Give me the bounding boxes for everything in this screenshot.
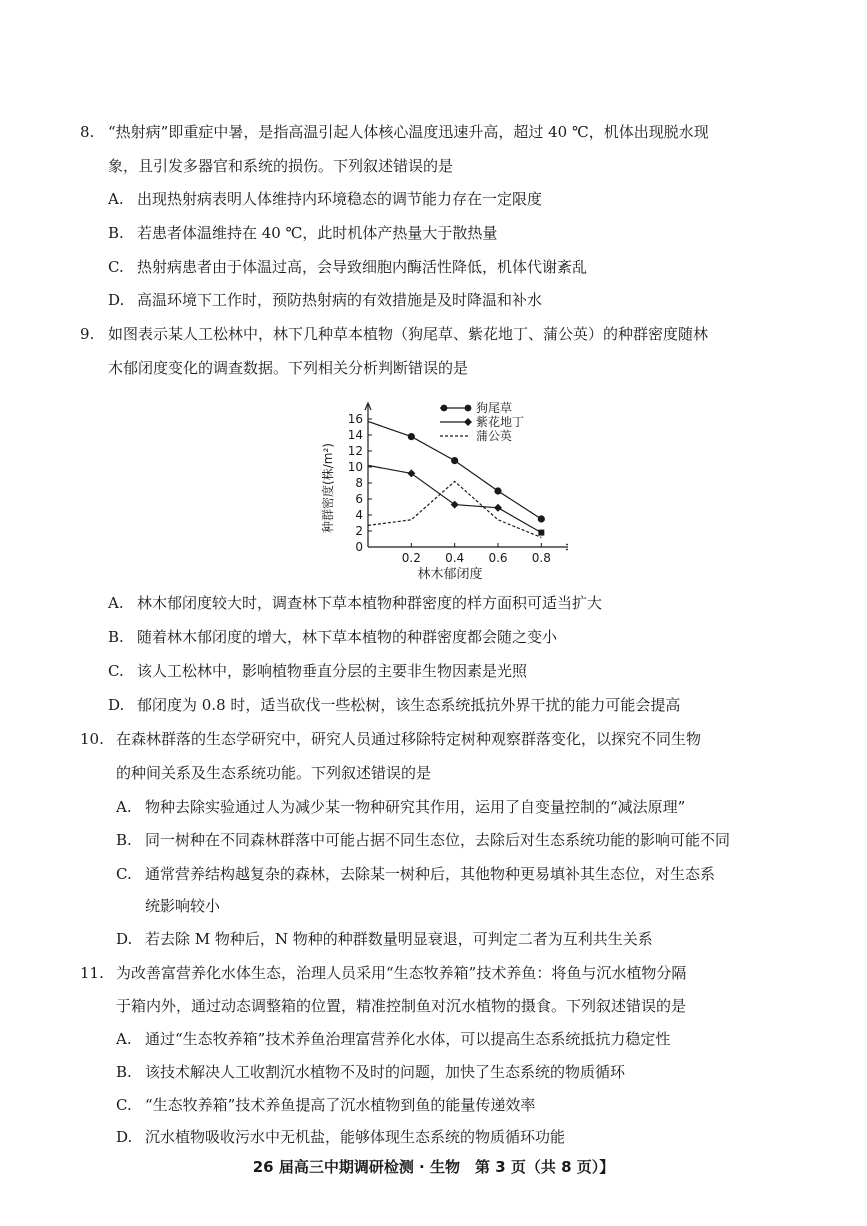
x-tick-label: 0.6 [488,551,508,565]
series-line-蒲公英 [368,481,541,537]
data-point-紫花地丁 [494,504,502,512]
q11-option-a-label: A. [116,1030,132,1048]
question-8-stem: “热射病”即重症中暑，是指高温引起人体核心温度迅速升高，超过 40 ℃，机体出现脱水现 [108,123,709,141]
q8-option-d-label: D. [108,291,125,309]
q8-option-d: 高温环境下工作时，预防热射病的有效措施是及时降温和补水 [137,291,543,309]
y-tick-label: 4 [355,508,363,522]
x-tick-label: 0.4 [445,551,465,565]
chart-series [368,421,545,537]
question-9-stem: 如图表示某人工松林中，林下几种草本植物（狗尾草、紫花地丁、蒲公英）的种群密度随林 [108,325,709,343]
question-8-number: 8. [80,123,95,141]
x-tick-label: 0.8 [531,551,551,565]
q9-option-d-label: D. [108,696,125,714]
chart-legend [440,400,524,443]
y-tick-label: 6 [355,492,363,506]
q10-option-a-label: A. [116,798,132,816]
q11-option-a: 通过“生态牧养箱”技术养鱼治理富营养化水体，可以提高生态系统抵抗力稳定性 [145,1030,671,1048]
data-point-紫花地丁 [407,469,415,477]
q10-option-c-label: C. [116,865,132,883]
data-point-狗尾草 [408,433,415,440]
x-tick-label: 0.2 [401,551,421,565]
q10-option-d-label: D. [116,930,133,948]
y-tick-label: 10 [347,460,363,474]
q11-option-d: 沉水植物吸收污水中无机盐，能够体现生态系统的物质循环功能 [145,1128,566,1146]
legend-label: 蒲公英 [476,429,513,443]
question-10-number: 10. [80,730,104,748]
q10-option-c: 通常营养结构越复杂的森林，去除某一树种后，其他物种更易填补其生态位，对生态系 [145,865,716,883]
q8-option-b-label: B. [108,224,124,242]
q9-option-a-label: A. [108,594,124,612]
q8-option-a: 出现热射病表明人体维持内环境稳态的调节能力存在一定限度 [137,190,543,208]
legend-marker [441,405,448,412]
data-point-狗尾草 [494,487,501,494]
q8-option-a-label: A. [108,190,124,208]
q9-option-c: 该人工松林中，影响植物垂直分层的主要非生物因素是光照 [137,662,528,680]
legend-label: 紫花地丁 [476,415,525,429]
x-axis-label: 林木郁闭度 [417,567,483,582]
q11-option-d-label: D. [116,1128,133,1146]
data-point-狗尾草 [451,457,458,464]
q8-option-b: 若患者体温维持在 40 ℃，此时机体产热量大于散热量 [137,224,498,242]
population-density-chart [318,392,568,582]
question-9-stem-cont: 木郁闭度变化的调查数据。下列相关分析判断错误的是 [108,359,469,377]
q9-option-c-label: C. [108,662,124,680]
q9-option-a: 林木郁闭度较大时，调查林下草本植物种群密度的样方面积可适当扩大 [137,594,603,612]
y-tick-label: 2 [355,524,363,538]
q8-option-c-label: C. [108,258,124,276]
legend-label: 狗尾草 [476,401,513,415]
q10-option-b-label: B. [116,831,132,849]
chart-ticks [348,412,551,565]
q11-option-c-label: C. [116,1096,132,1114]
q10-option-c-cont: 统影响较小 [145,897,221,915]
q10-option-a: 物种去除实验通过人为减少某一物种研究其作用，运用了自变量控制的“减法原理” [145,798,686,816]
page-footer: 26 届高三中期调研检测 · 生物 第 3 页（共 8 页）】 [252,1158,615,1176]
q11-option-b-label: B. [116,1063,132,1081]
y-axis-label: 种群密度(株/m²) [321,443,335,533]
question-11-number: 11. [80,964,104,982]
y-tick-label: 14 [347,428,363,442]
q11-option-b: 该技术解决人工收割沉水植物不及时的问题，加快了生态系统的物质循环 [145,1063,626,1081]
y-tick-label: 16 [347,412,363,426]
legend-marker [465,405,472,412]
q9-option-b: 随着林木郁闭度的增大，林下草本植物的种群密度都会随之变小 [137,628,558,646]
q9-option-d: 郁闭度为 0.8 时，适当砍伐一些松树，该生态系统抵抗外界干扰的能力可能会提高 [137,696,681,714]
question-10-stem: 在森林群落的生态学研究中，研究人员通过移除特定树种观察群落变化，以探究不同生物 [116,730,702,748]
data-point-紫花地丁 [538,530,544,536]
q10-option-d: 若去除 M 物种后，N 物种的种群数量明显衰退，可判定二者为互利共生关系 [145,930,653,948]
question-10-stem-cont: 的种间关系及生态系统功能。下列叙述错误的是 [116,764,432,782]
y-tick-label: 0 [355,540,363,554]
q8-option-c: 热射病患者由于体温过高，会导致细胞内酶活性降低，机体代谢紊乱 [137,258,588,276]
q9-option-b-label: B. [108,628,124,646]
y-tick-label: 8 [355,476,363,490]
data-point-狗尾草 [538,515,545,522]
y-tick-label: 12 [347,444,363,458]
data-point-紫花地丁 [451,501,459,509]
q10-option-b: 同一树种在不同森林群落中可能占据不同生态位，去除后对生态系统功能的影响可能不同 [145,831,731,849]
legend-marker [464,418,472,426]
question-11-stem-cont: 于箱内外，通过动态调整箱的位置，精准控制鱼对沉水植物的摄食。下列叙述错误的是 [116,997,687,1015]
q11-option-c: “生态牧养箱”技术养鱼提高了沉水植物到鱼的能量传递效率 [145,1096,536,1114]
question-9-number: 9. [80,325,95,343]
question-8-stem-cont: 象，且引发多器官和系统的损伤。下列叙述错误的是 [108,157,454,175]
question-11-stem: 为改善富营养化水体生态，治理人员采用“生态牧养箱”技术养鱼：将鱼与沉水植物分隔 [116,964,687,982]
chart-axes [365,403,568,550]
